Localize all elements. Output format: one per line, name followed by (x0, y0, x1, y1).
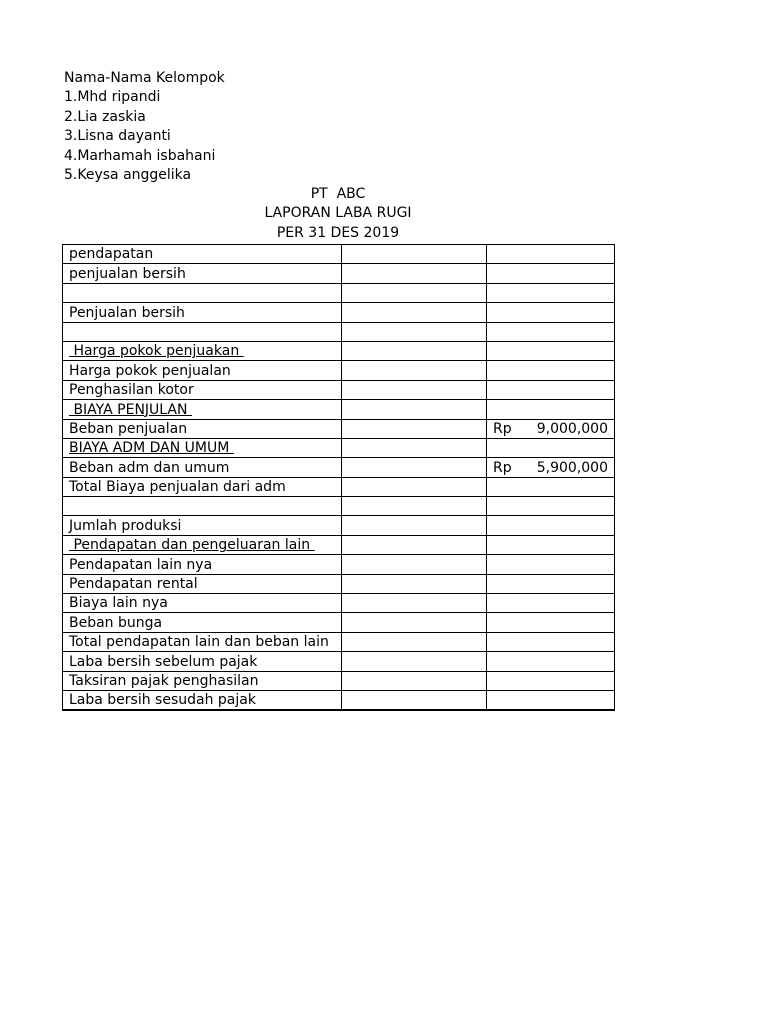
table-row (63, 632, 615, 651)
row-empty-cell (342, 245, 487, 264)
table-row (63, 361, 615, 380)
row-amount-cell (487, 574, 615, 593)
row-amount-cell (487, 516, 615, 535)
income-statement-body (63, 245, 615, 711)
row-label-cell (63, 652, 342, 671)
row-label-cell (63, 380, 342, 399)
table-row (63, 322, 615, 341)
row-label: Total pendapatan lain dan beban lain (69, 634, 329, 651)
row-amount-cell (487, 594, 615, 613)
row-amount-cell (487, 245, 615, 264)
row-empty-cell (342, 652, 487, 671)
row-label-cell (63, 322, 342, 341)
table-row (63, 341, 615, 360)
row-empty-cell (342, 361, 487, 380)
row-label-cell (63, 555, 342, 574)
row-label-cell (63, 341, 342, 360)
table-row (63, 283, 615, 302)
row-amount-cell (487, 264, 615, 283)
row-label: Jumlah produksi (69, 517, 182, 534)
row-label-cell (63, 361, 342, 380)
amount-value: 5,900,000 (536, 459, 608, 476)
row-empty-cell (342, 322, 487, 341)
row-amount-cell (487, 535, 615, 554)
row-amount-cell (487, 652, 615, 671)
row-amount-cell (487, 613, 615, 632)
row-label-cell (63, 594, 342, 613)
table-row (63, 264, 615, 283)
table-row (63, 303, 615, 322)
row-label: Laba bersih sesudah pajak (69, 692, 256, 709)
table-row (63, 400, 615, 419)
table-row (63, 497, 615, 516)
row-amount-cell (487, 555, 615, 574)
row-label: Beban adm dan umum (69, 459, 230, 476)
row-label: BIAYA ADM DAN UMUM (69, 440, 234, 457)
group-label: Nama-Nama Kelompok (64, 70, 225, 86)
table-row (63, 671, 615, 690)
company-name: PT ABC (310, 186, 366, 202)
row-empty-cell (342, 574, 487, 593)
row-amount-cell (487, 477, 615, 496)
row-empty-cell (342, 283, 487, 302)
amount-value: 9,000,000 (536, 420, 608, 437)
member-3: 3.Lisna dayanti (64, 128, 171, 145)
table-row (63, 535, 615, 554)
row-label: Beban bunga (69, 614, 163, 631)
row-empty-cell (342, 341, 487, 360)
row-label-cell (63, 574, 342, 593)
row-label: Pendapatan dan pengeluaran lain (69, 537, 315, 554)
row-label-cell (63, 303, 342, 322)
row-empty-cell (342, 516, 487, 535)
row-amount-cell (487, 361, 615, 380)
row-amount-cell (487, 322, 615, 341)
table-row (63, 555, 615, 574)
row-label: Total Biaya penjualan dari adm (69, 479, 286, 496)
table-row (63, 690, 615, 710)
row-amount-cell (487, 690, 615, 710)
group-members (64, 69, 225, 185)
row-empty-cell (342, 594, 487, 613)
row-amount-cell (487, 283, 615, 302)
income-statement-table (62, 244, 615, 711)
currency-label: Rp (493, 459, 512, 476)
row-empty-cell (342, 535, 487, 554)
row-amount-cell (487, 438, 615, 457)
row-amount-cell (487, 419, 615, 438)
table-row (63, 380, 615, 399)
member-5: 5.Keysa anggelika (64, 166, 192, 183)
row-amount-cell (487, 632, 615, 651)
report-period: PER 31 DES 2019 (276, 224, 400, 241)
row-label: pendapatan (69, 246, 154, 263)
row-label-cell (63, 671, 342, 690)
row-label: Penghasilan kotor (69, 382, 194, 399)
currency-label: Rp (493, 420, 512, 437)
row-label-cell (63, 497, 342, 516)
row-label: Beban penjualan (69, 420, 188, 437)
row-amount-cell (487, 497, 615, 516)
row-amount-cell (487, 341, 615, 360)
row-empty-cell (342, 555, 487, 574)
table-row (63, 613, 615, 632)
row-amount-cell (487, 458, 615, 477)
row-label: Laba bersih sebelum pajak (69, 653, 258, 670)
report-titles (62, 185, 614, 243)
row-label: Biaya lain nya (69, 595, 168, 612)
row-empty-cell (342, 438, 487, 457)
row-label-cell (63, 245, 342, 264)
row-empty-cell (342, 458, 487, 477)
row-label-cell (63, 690, 342, 710)
row-label-cell (63, 283, 342, 302)
row-empty-cell (342, 632, 487, 651)
report-title: LAPORAN LABA RUGI (264, 205, 412, 222)
table-row (63, 477, 615, 496)
row-label: Harga pokok penjualan (69, 362, 231, 379)
row-empty-cell (342, 477, 487, 496)
row-empty-cell (342, 690, 487, 710)
row-label: Pendapatan rental (69, 576, 198, 593)
row-label-cell (63, 477, 342, 496)
row-label: penjualan bersih (69, 265, 186, 282)
table-row (63, 419, 615, 438)
member-2: 2.Lia zaskia (64, 108, 146, 125)
row-empty-cell (342, 497, 487, 516)
row-label-cell (63, 438, 342, 457)
row-label: Taksiran pajak penghasilan (69, 672, 259, 689)
row-empty-cell (342, 671, 487, 690)
table-row (63, 594, 615, 613)
row-label-cell (63, 400, 342, 419)
table-row (63, 516, 615, 535)
row-label-cell (63, 264, 342, 283)
row-label: Harga pokok penjuakan (69, 343, 244, 360)
row-empty-cell (342, 303, 487, 322)
member-4: 4.Marhamah isbahani (64, 147, 216, 164)
row-label-cell (63, 516, 342, 535)
row-label-cell (63, 458, 342, 477)
row-label-cell (63, 419, 342, 438)
table-row (63, 438, 615, 457)
row-label: BIAYA PENJULAN (69, 401, 192, 418)
row-amount-cell (487, 380, 615, 399)
row-label-cell (63, 535, 342, 554)
row-empty-cell (342, 613, 487, 632)
row-amount-cell (487, 303, 615, 322)
table-row (63, 245, 615, 264)
row-label-cell (63, 632, 342, 651)
row-label: Penjualan bersih (69, 304, 185, 321)
row-amount-cell (487, 671, 615, 690)
row-empty-cell (342, 419, 487, 438)
row-amount-cell (487, 400, 615, 419)
table-row (63, 574, 615, 593)
row-label: Pendapatan lain nya (69, 556, 213, 573)
row-empty-cell (342, 264, 487, 283)
member-1: 1.Mhd ripandi (64, 89, 161, 106)
row-label-cell (63, 613, 342, 632)
table-row (63, 652, 615, 671)
row-empty-cell (342, 380, 487, 399)
table-row (63, 458, 615, 477)
row-empty-cell (342, 400, 487, 419)
